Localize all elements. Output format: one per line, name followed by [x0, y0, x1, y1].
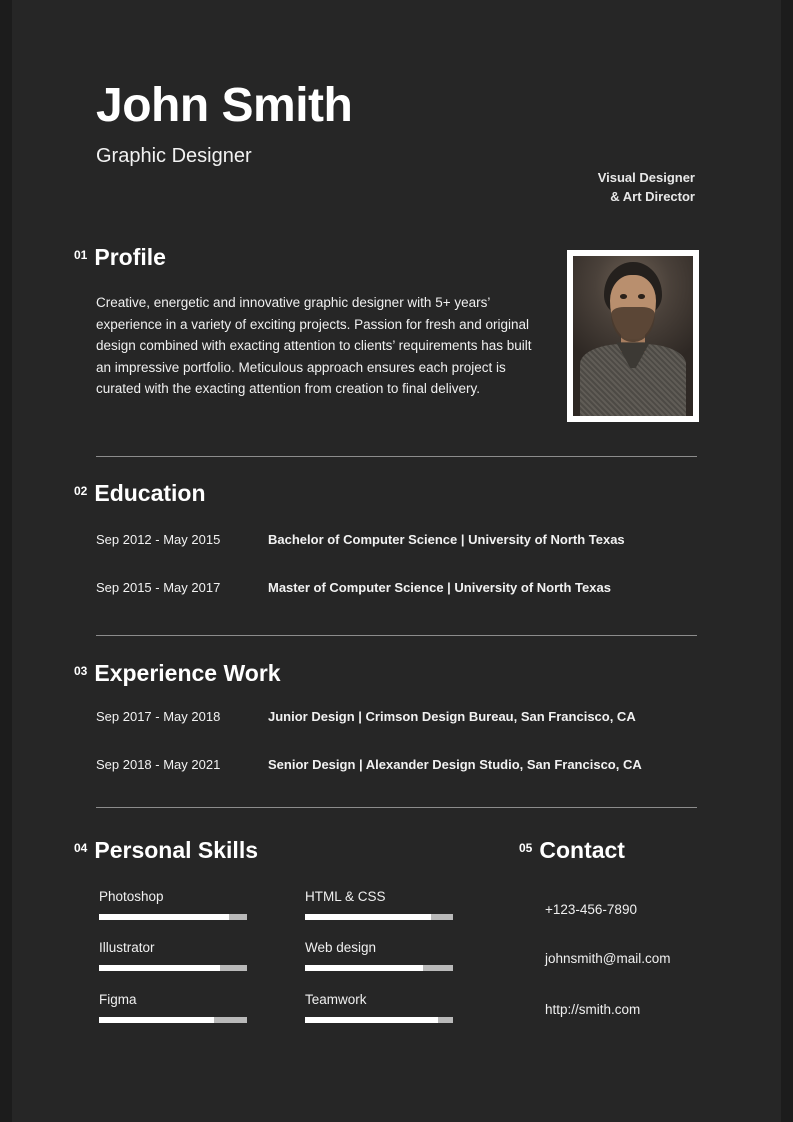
header: [96, 78, 696, 170]
tagline-line-2: & Art Director: [610, 189, 695, 204]
skill-label: Figma: [99, 992, 137, 1007]
skill-bar-fill: [99, 1017, 214, 1023]
skill-label: Illustrator: [99, 940, 155, 955]
skill-bar-fill: [305, 965, 423, 971]
section-heading-skills: [74, 837, 258, 863]
tagline-line-1: Visual Designer: [597, 170, 695, 185]
section-title-education: Education: [94, 480, 206, 506]
skill-label: HTML & CSS: [305, 889, 386, 904]
skill-item: [305, 991, 453, 1023]
education-description: Bachelor of Computer Science | University of North Texas: [268, 532, 625, 547]
avatar: [567, 250, 699, 422]
skill-bar-track: [305, 914, 453, 920]
experience-description: Junior Design | Crimson Design Bureau, San Francisco, CA: [268, 709, 636, 724]
section-number-skills: 04: [74, 841, 88, 855]
header-tagline: [475, 168, 695, 206]
section-title-profile: Profile: [94, 244, 166, 270]
divider-2: [96, 635, 697, 636]
skill-item: [99, 888, 247, 920]
page-title: John Smith: [96, 79, 353, 132]
section-title-contact: Contact: [539, 837, 625, 863]
section-heading-profile: [74, 244, 166, 270]
experience-description: Senior Design | Alexander Design Studio, San Francisco, CA: [268, 757, 642, 772]
skill-label: Teamwork: [305, 992, 367, 1007]
experience-date: Sep 2017 - May 2018: [96, 709, 221, 724]
skill-bar-track: [99, 914, 247, 920]
divider-3: [96, 807, 697, 808]
skill-bar-track: [305, 965, 453, 971]
skill-bar-fill: [305, 1017, 438, 1023]
portrait-photo: [573, 256, 693, 416]
skill-item: [99, 939, 247, 971]
section-number-contact: 05: [519, 841, 533, 855]
skill-bar-track: [99, 965, 247, 971]
section-title-skills: Personal Skills: [94, 837, 258, 863]
skill-item: [305, 939, 453, 971]
section-number-experience: 03: [74, 664, 88, 678]
skill-bar-track: [99, 1017, 247, 1023]
skill-item: [305, 888, 453, 920]
skill-label: Photoshop: [99, 889, 164, 904]
section-heading-experience: [74, 660, 281, 686]
education-date: Sep 2015 - May 2017: [96, 580, 221, 595]
profile-body-text: Creative, energetic and innovative graphic designer with 5+ years’ experience in a variety of exciting projects. Passion for fresh and original design combined with exacting attention to clients’ requirements has built an impressive portfolio. Meticulous approach ensures each project is curated with the exacting attention from creation to final delivery.: [96, 295, 532, 396]
skill-bar-fill: [99, 965, 220, 971]
skill-label: Web design: [305, 940, 377, 955]
education-date: Sep 2012 - May 2015: [96, 532, 221, 547]
contact-email[interactable]: johnsmith@mail.com: [545, 951, 671, 966]
section-heading-contact: [519, 837, 625, 863]
section-number-education: 02: [74, 484, 88, 498]
section-title-experience: Experience Work: [94, 660, 281, 686]
section-heading-education: [74, 480, 206, 506]
skill-item: [99, 991, 247, 1023]
section-number-profile: 01: [74, 248, 88, 262]
contact-phone[interactable]: +123-456-7890: [545, 902, 637, 917]
contact-website[interactable]: http://smith.com: [545, 1002, 641, 1017]
skill-bar-fill: [305, 914, 431, 920]
education-description: Master of Computer Science | University of North Texas: [268, 580, 611, 595]
skill-bar-track: [305, 1017, 453, 1023]
experience-date: Sep 2018 - May 2021: [96, 757, 221, 772]
divider-1: [96, 456, 697, 457]
skill-bar-fill: [99, 914, 229, 920]
job-role: Graphic Designer: [96, 145, 252, 167]
